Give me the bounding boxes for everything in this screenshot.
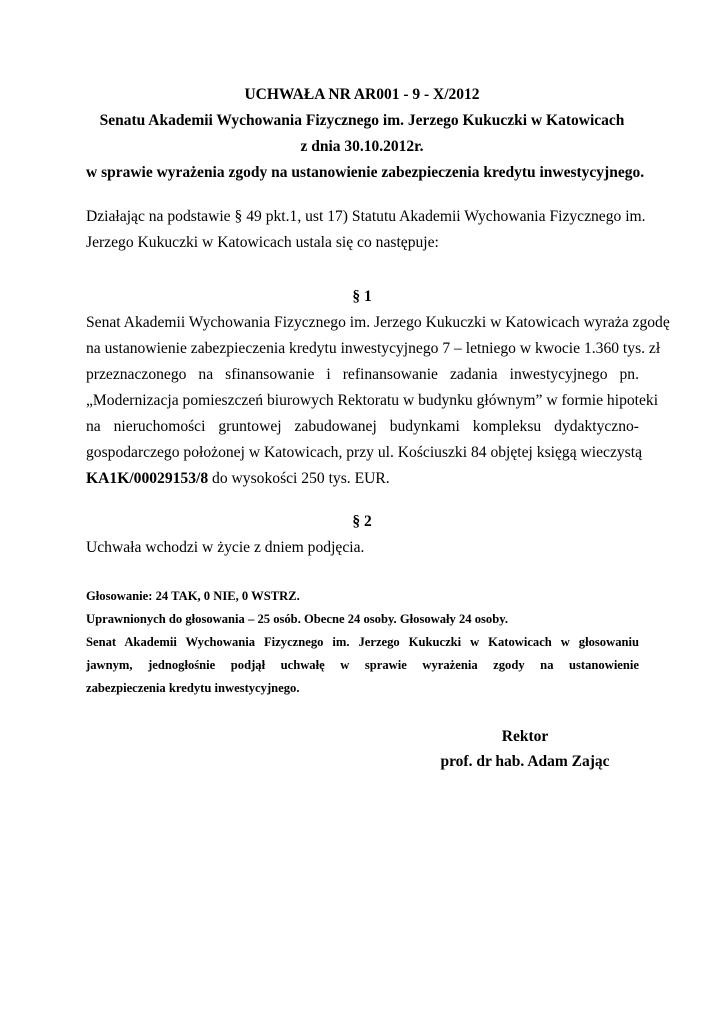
section-1-line: „Modernizacja pomieszczeń biurowych Rektoratu w budynku głównym” w formie hipoteki [86, 392, 659, 409]
section-1-mark: § 1 [352, 288, 372, 305]
vote-result: Głosowanie: 24 TAK, 0 NIE, 0 WSTRZ. [86, 589, 300, 603]
resolution-header [86, 82, 645, 186]
intro-paragraph [86, 204, 646, 256]
section-1-line: na nieruchomości gruntowej zabudowanej budynkami kompleksu dydaktyczno- [86, 418, 639, 435]
section-1-line-rest: do wysokości 250 tys. EUR. [208, 470, 390, 487]
resolution-number: UCHWAŁA NR AR001 - 9 - X/2012 [244, 86, 480, 103]
vote-statement-line: Senat Akademii Wychowania Fizycznego im. Jerzego Kukuczki w Katowicach w głosowaniu [86, 635, 639, 649]
vote-attendance: Uprawnionych do głosowania – 25 osób. Obecne 24 osoby. Głosowały 24 osoby. [86, 612, 508, 626]
section-1-line [86, 466, 639, 492]
signature-name: prof. dr hab. Adam Zając [440, 753, 610, 770]
signature-block [380, 724, 670, 774]
resolution-date: z dnia 30.10.2012r. [300, 138, 424, 155]
section-1-line: na ustanowienie zabezpieczenia kredytu inwestycyjnego 7 – letniego w kwocie 1.360 tys. zł [86, 340, 661, 357]
vote-statement-line: jawnym, jednogłośnie podjął uchwałę w sprawie wyrażenia zgody na ustanowienie [86, 658, 639, 672]
resolution-subject: w sprawie wyrażenia zgody na ustanowienie zabezpieczenia kredytu inwestycyjnego. [86, 164, 645, 181]
section-2-paragraph [86, 535, 639, 561]
voting-summary [86, 585, 639, 700]
intro-line: Jerzego Kukuczki w Katowicach ustala się co następuje: [86, 234, 439, 251]
land-register-number: KA1K/00029153/8 [86, 470, 209, 487]
vote-statement-line: zabezpieczenia kredytu inwestycyjnego. [86, 681, 300, 695]
section-1-line: przeznaczonego na sfinansowanie i refinansowanie zadania inwestycyjnego pn. [86, 366, 639, 383]
section-1-line: gospodarczego położonej w Katowicach, przy ul. Kościuszki 84 objętej księgą wieczystą [86, 444, 642, 461]
signature-title: Rektor [501, 728, 549, 745]
section-1-paragraph [86, 310, 670, 492]
resolution-issuer: Senatu Akademii Wychowania Fizycznego im. Jerzego Kukuczki w Katowicach [99, 112, 625, 129]
section-2-line: Uchwała wchodzi w życie z dniem podjęcia. [86, 539, 365, 556]
section-2-mark: § 2 [352, 513, 372, 530]
section-1-line: Senat Akademii Wychowania Fizycznego im. Jerzego Kukuczki w Katowicach wyraża zgodę [86, 314, 670, 331]
intro-line: Działając na podstawie § 49 pkt.1, ust 17) Statutu Akademii Wychowania Fizycznego im. [86, 208, 646, 225]
